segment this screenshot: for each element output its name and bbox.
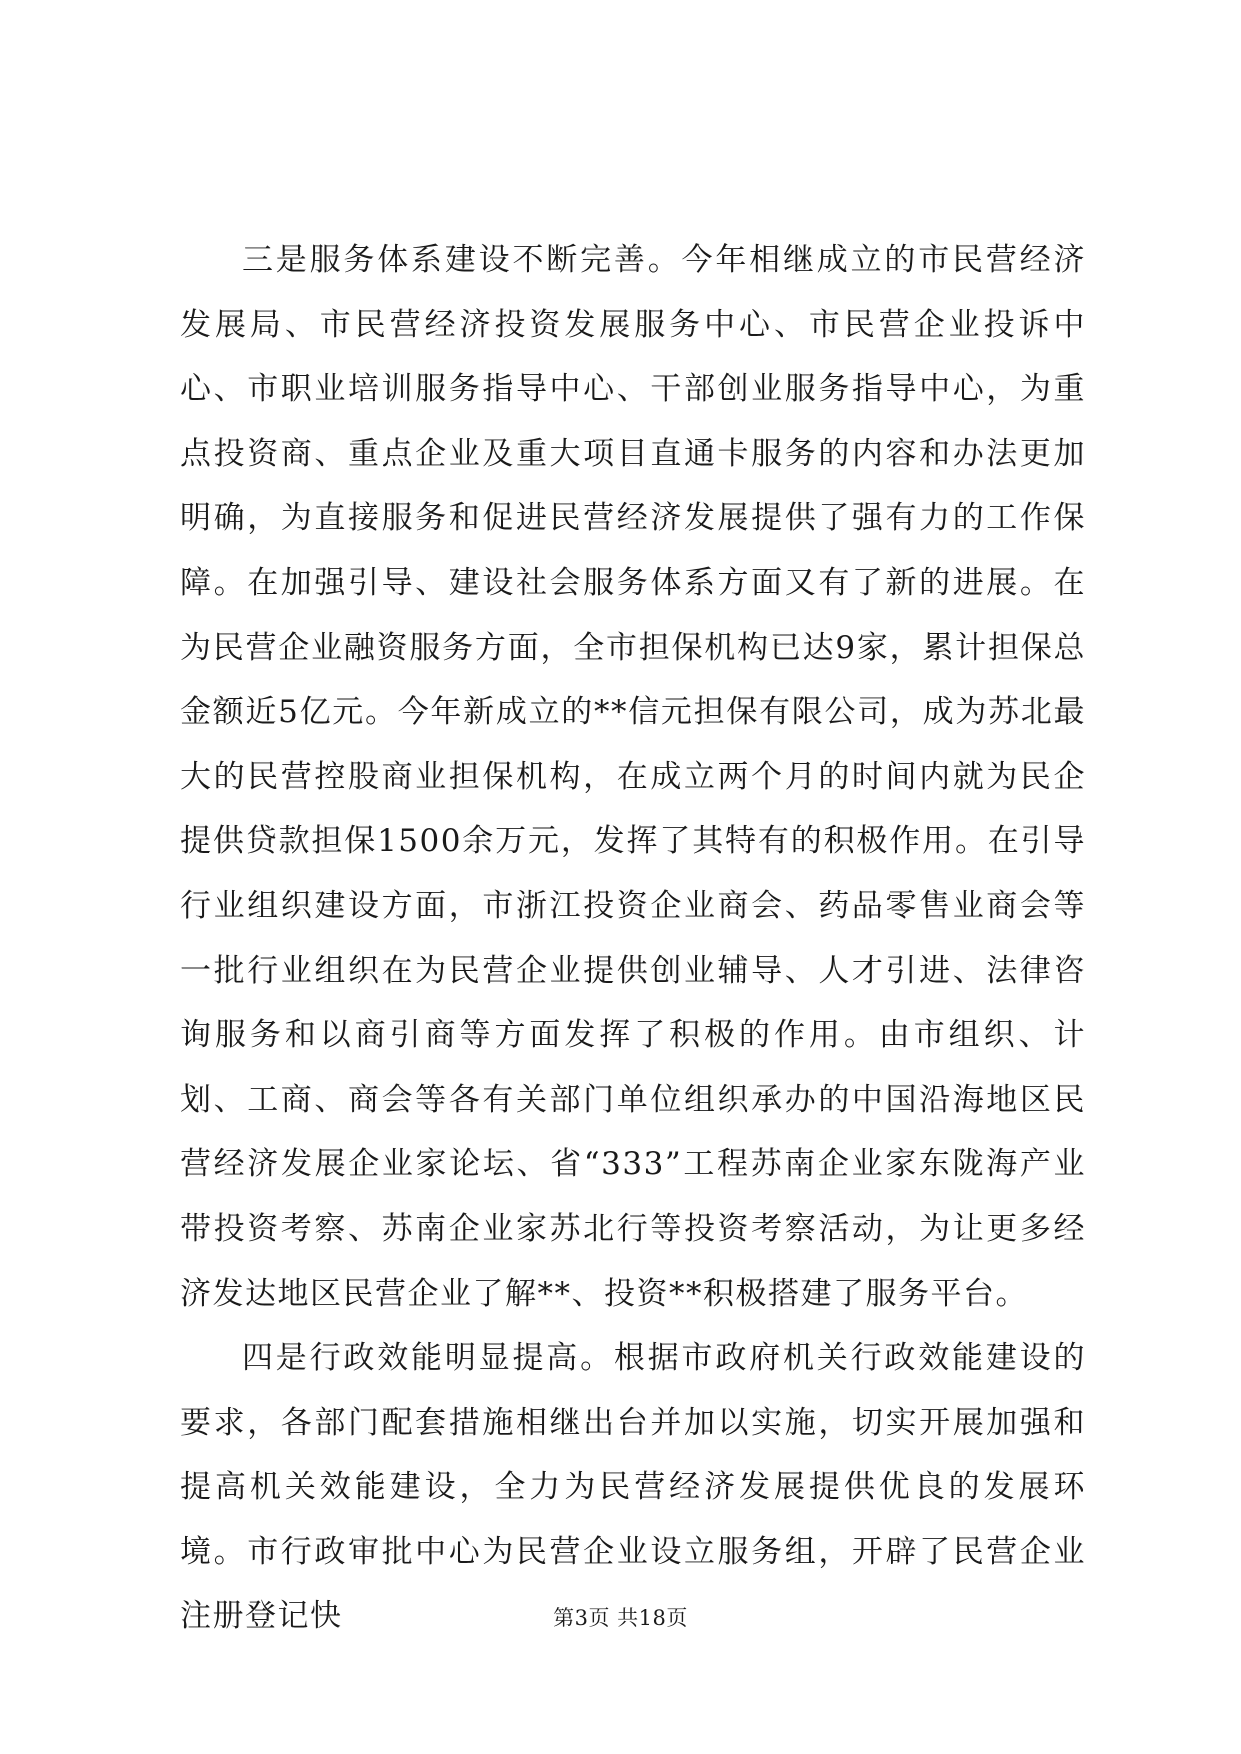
paragraph-admin-efficiency: 四是行政效能明显提高。根据市政府机关行政效能建设的要求，各部门配套措施相继出台并加以实施，切实开展加强和提高机关效能建设，全力为民营经济发展提供优良的发展环境。市行政审批中心为民营企业设立服务组，开辟了民营企业注册登记快 bbox=[180, 1340, 1086, 1635]
paragraph-service-system: 三是服务体系建设不断完善。今年相继成立的市民营经济发展局、市民营经济投资发展服务中心、市民营企业投诉中心、市职业培训服务指导中心、干部创业服务指导中心，为重点投资商、重点企业及重大项目直通卡服务的内容和办法更加明确，为直接服务和促进民营经济发展提供了强有力的工作保障。在加强引导、建设社会服务体系方面又有了新的进展。在为民营企业融资服务方面，全市担保机构已达9家，累计担保总金额近5亿元。今年新成立的**信元担保有限公司，成为苏北最大的民营控股商业担保机构，在成立两个月的时间内就为民企提供贷款担保1500余万元，发挥了其特有的积极作用。在引导行业组织建设方面，市浙江投资企业商会、药品零售业商会等一批行业组织在为民营企业提供创业辅导、人才引进、法律咨询服务和以商引商等方面发挥了积极的作用。由市组织、计划、工商、商会等各有关部门单位组织承办的中国沿海地区民营经济发展企业家论坛、省“333”工程苏南企业家东陇海产业带投资考察、苏南企业家苏北行等投资考察活动，为让更多经济发达地区民营企业了解**、投资**积极搭建了服务平台。 bbox=[180, 242, 1086, 1312]
page-number-footer: 第3页 共18页 bbox=[553, 1606, 688, 1630]
page-body bbox=[180, 228, 1086, 1649]
